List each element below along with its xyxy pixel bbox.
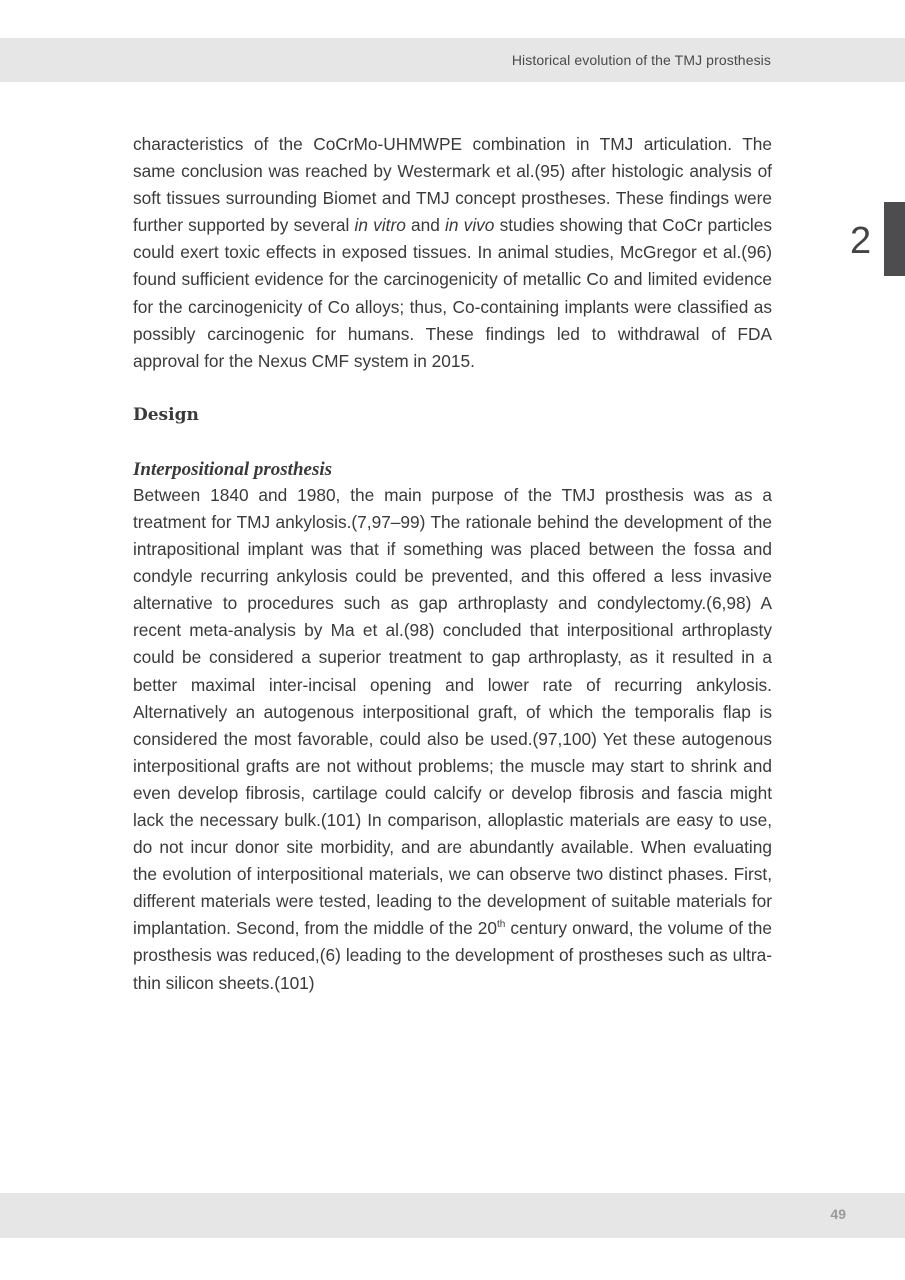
page-number: 49: [830, 1206, 846, 1222]
running-title: Historical evolution of the TMJ prosthesis: [511, 52, 771, 68]
page-footer: [0, 1193, 905, 1238]
subsection-heading-interpositional: Interpositional prosthesis: [133, 458, 333, 480]
superscript-th: th: [496, 919, 506, 931]
emphasis-in-vivo: in vivo: [445, 215, 495, 236]
emphasis-in-vitro: in vitro: [354, 215, 406, 236]
chapter-number: 2: [850, 220, 872, 262]
body-paragraph-1: characteristics of the CoCrMo-UHMWPE combination in TMJ articulation. The same conclusion was reached by Westermark et al.(95) after histologic analysis of soft tissues surrounding Biomet and TMJ concept prostheses. These findings were further supported by several in vitro and in vivo studies showing that CoCr particles could exert toxic effects in exposed tissues. In animal studies, McGregor et al.(96) found sufficient evidence for the carcinogenicity of metallic Co and limited evidence for the carcinogenicity of Co alloys; thus, Co-containing implants were classified as possibly carcinogenic for humans. These findings led to withdrawal of FDA approval for the Nexus CMF system in 2015.: [133, 134, 773, 371]
chapter-tab-marker: [884, 202, 905, 276]
main-content: [133, 131, 772, 997]
body-paragraph-2: Between 1840 and 1980, the main purpose of the TMJ prosthesis was as a treatment for TMJ ankylosis.(7,97–99) The rationale behind the development of the intrapositional implant was that if something was placed between the fossa and condyle recurring ankylosis could be prevented, and this offered a less invasive alternative to procedures such as gap arthroplasty and condylectomy.(6,98) A recent meta-analysis by Ma et al.(98) concluded that interpositional arthroplasty could be considered a superior treatment to gap arthroplasty, as it resulted in a better maximal inter-incisal opening and lower rate of recurring ankylosis. Alternatively an autogenous interpositional graft, of which the temporalis flap is considered the most favorable, could also be used.(97,100) Yet these autogenous interpositional grafts are not without problems; the muscle may start to shrink and even develop fibrosis, cartilage could calcify or develop fibrosis and fascia might lack the necessary bulk.(101) In comparison, alloplastic materials are easy to use, do not incur donor site morbidity, and are abundantly available. When evaluating the evolution of interpositional materials, we can observe two distinct phases. First, different materials were tested, leading to the development of suitable materials for implantation. Second, from the middle of the 20th century onward, the volume of the prosthesis was reduced,(6) leading to the development of prostheses such as ultra-thin silicon sheets.(101): [133, 484, 772, 993]
running-header: [0, 38, 905, 82]
section-heading-design: Design: [133, 404, 199, 425]
